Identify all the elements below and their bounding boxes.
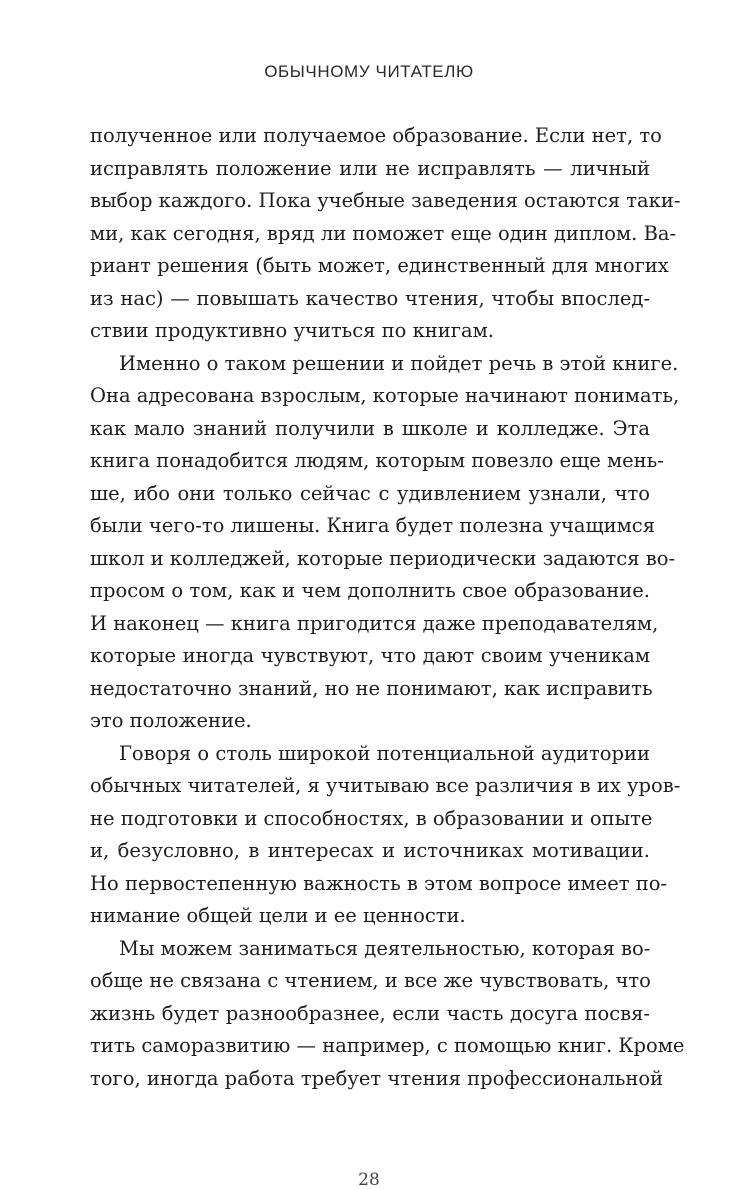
text-line: Говоря о столь широкой потенциальной аудитории [119,741,650,765]
text-line: и, безусловно, в интересах и источниках мотивации. [90,839,650,862]
text-line: исправлять положение или не исправлять — личный [90,156,650,180]
text-line: жизнь будет разнообразнее, если часть досуга посвя- [90,1001,650,1025]
paragraph [90,120,681,348]
text-line: нимание общей цели и ее ценности. [90,904,466,927]
text-line: ми, как сегодня, вряд ли поможет еще один диплом. Ва- [90,221,677,245]
text-line: тить саморазвитию — например, с помощью книг. Кроме [90,1034,685,1057]
text-line: были чего-то лишены. Книга будет полезна учащимся [90,514,656,537]
text-line: книга понадобится людям, которым повезло еще мень- [90,449,664,472]
paragraph [90,348,680,738]
text-line: Она адресована взрослым, которые начинают понимать, [90,384,680,407]
text-line: школ и колледжей, которые периодически задаются во- [90,546,676,570]
text-line: выбор каждого. Пока учебные заведения остаются таки- [90,189,681,212]
text-line: которые иногда чувствуют, что дают своим ученикам [90,644,650,667]
text-line: обычных читателей, я учитываю все различия в их уров- [90,774,681,797]
text-line: просом о том, как и чем дополнить свое образование. [90,579,650,602]
page-number: 28 [358,1170,380,1190]
text-line: Но первостепенную важность в этом вопросе имеет по- [90,871,668,895]
text-line: того, иногда работа требует чтения профессиональной [90,1066,664,1090]
text-line: полученное или получаемое образование. Если нет, то [90,124,662,147]
text-line: Именно о таком решении и пойдет речь в этой книге. [119,351,679,375]
body-text [90,120,685,1095]
text-line: обще не связана с чтением, и все же чувствовать, что [90,969,651,992]
text-line: риант решения (быть может, единственный для многих [90,254,669,277]
paragraph [90,738,681,933]
text-line: ше, ибо они только сейчас с удивлением узнали, что [90,481,650,505]
text-line: недостаточно знаний, но не понимают, как исправить [90,676,653,700]
text-line: ствии продуктивно учиться по книгам. [90,319,494,342]
paragraph [90,933,685,1096]
text-line: это положение. [90,709,252,732]
text-line: из нас) — повышать качество чтения, чтобы впослед- [90,286,650,310]
text-line: не подготовки и способностях, в образовании и опыте [90,806,653,830]
text-line: как мало знаний получили в школе и колледже. Эта [90,416,650,440]
running-head: ОБЫЧНОМУ ЧИТАТЕЛЮ [264,62,474,81]
text-line: Мы можем заниматься деятельностью, которая во- [119,936,651,960]
text-line: И наконец — книга пригодится даже преподавателям, [90,611,659,635]
